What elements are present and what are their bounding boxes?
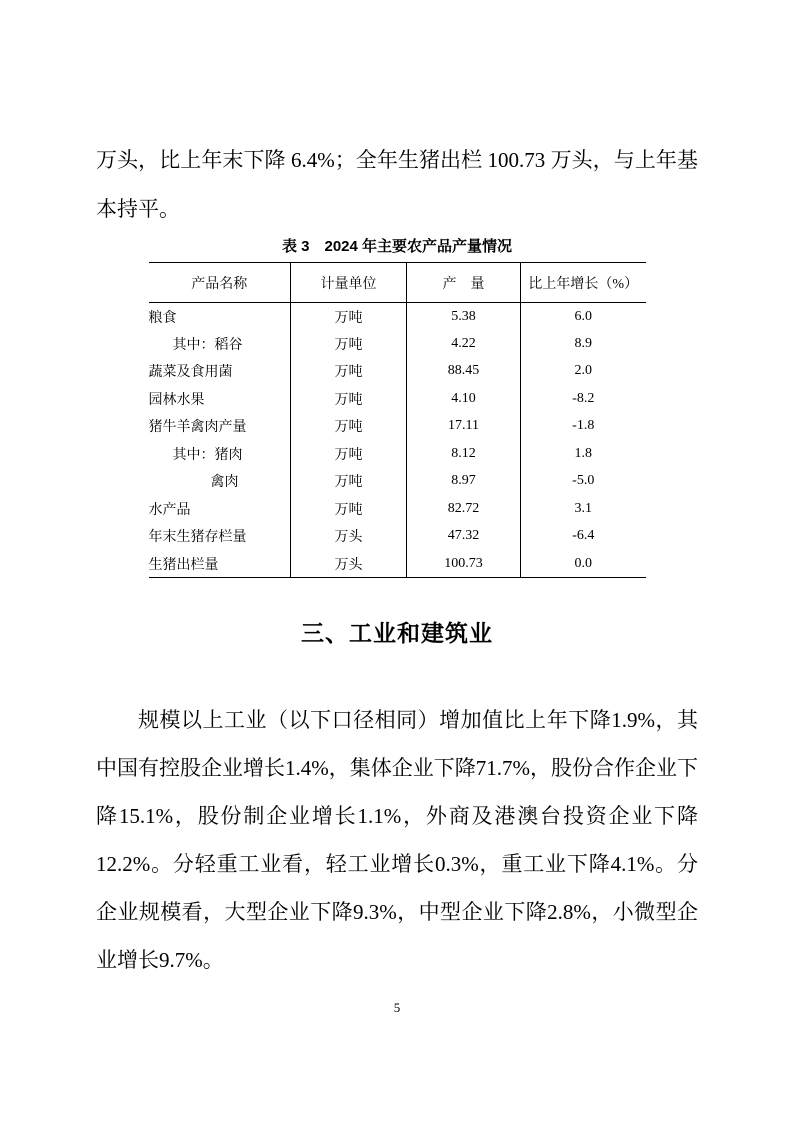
unit-cell: 万吨 [291, 303, 407, 331]
product-name-cell: 猪牛羊禽肉产量 [148, 420, 247, 436]
page-content [96, 0, 698, 984]
product-name-cell: 禽肉 [210, 475, 239, 491]
table-row [149, 358, 646, 386]
output-cell: 100.73 [407, 550, 521, 578]
growth-cell: 3.1 [521, 495, 646, 523]
growth-cell: 2.0 [521, 358, 646, 386]
output-cell: 88.45 [407, 358, 521, 386]
section-heading-industry-construction: 三、工业和建筑业 [301, 620, 493, 646]
product-name-cell: 蔬菜及食用菌 [148, 365, 233, 381]
table-row [149, 550, 646, 578]
output-cell: 17.11 [407, 413, 521, 441]
industry-paragraph: 规模以上工业（以下口径相同）增加值比上年下降1.9%，其中国有控股企业增长1.4%，集体企业下降71.7%，股份合作企业下降15.1%，股份制企业增长1.1%，外商及港澳台投资企业下降12.2%。分轻重工业看，轻工业增长0.3%，重工业下降4.1%。分企业规模看，大型企业下降9.3%，中型企业下降2.8%，小微型企业增长9.7%。 [96, 708, 698, 972]
unit-cell: 万吨 [291, 440, 407, 468]
column-header-product-name: 产品名称 [149, 263, 291, 303]
table-row [149, 440, 646, 468]
growth-cell: -8.2 [521, 385, 646, 413]
unit-cell: 万吨 [291, 495, 407, 523]
table-row [149, 330, 646, 358]
product-name-cell: 水产品 [148, 502, 191, 518]
output-cell: 8.12 [407, 440, 521, 468]
table-row [149, 523, 646, 551]
growth-cell: -5.0 [521, 468, 646, 496]
product-name-cell: 生猪出栏量 [148, 557, 219, 573]
column-header-unit: 计量单位 [291, 263, 407, 303]
product-name-cell: 粮食 [148, 310, 177, 326]
column-header-output: 产 量 [407, 263, 521, 303]
unit-cell: 万头 [291, 523, 407, 551]
product-name-cell: 其中：稻谷 [172, 337, 243, 353]
table-row [149, 413, 646, 441]
table-row [149, 468, 646, 496]
product-name-cell: 其中：猪肉 [172, 447, 243, 463]
growth-cell: 8.9 [521, 330, 646, 358]
table-header-row [149, 263, 646, 303]
output-cell: 5.38 [407, 303, 521, 331]
table-caption: 表 3 2024 年主要农产品产量情况 [281, 238, 513, 255]
table-row [149, 303, 646, 331]
table-row [149, 385, 646, 413]
page-number: 5 [393, 1000, 401, 1015]
column-header-growth: 比上年增长（%） [521, 263, 646, 303]
table-row [149, 495, 646, 523]
unit-cell: 万吨 [291, 358, 407, 386]
product-name-cell: 园林水果 [148, 392, 205, 408]
growth-cell: 6.0 [521, 303, 646, 331]
product-name-cell: 年末生猪存栏量 [148, 530, 247, 546]
unit-cell: 万头 [291, 550, 407, 578]
output-cell: 47.32 [407, 523, 521, 551]
intro-paragraph: 万头，比上年末下降 6.4%；全年生猪出栏 100.73 万头，与上年基本持平。 [96, 148, 698, 221]
growth-cell: 1.8 [521, 440, 646, 468]
unit-cell: 万吨 [291, 413, 407, 441]
growth-cell: 0.0 [521, 550, 646, 578]
output-cell: 4.22 [407, 330, 521, 358]
output-cell: 82.72 [407, 495, 521, 523]
agricultural-output-table [149, 262, 646, 578]
growth-cell: -6.4 [521, 523, 646, 551]
output-cell: 8.97 [407, 468, 521, 496]
unit-cell: 万吨 [291, 468, 407, 496]
unit-cell: 万吨 [291, 330, 407, 358]
growth-cell: -1.8 [521, 413, 646, 441]
output-cell: 4.10 [407, 385, 521, 413]
unit-cell: 万吨 [291, 385, 407, 413]
